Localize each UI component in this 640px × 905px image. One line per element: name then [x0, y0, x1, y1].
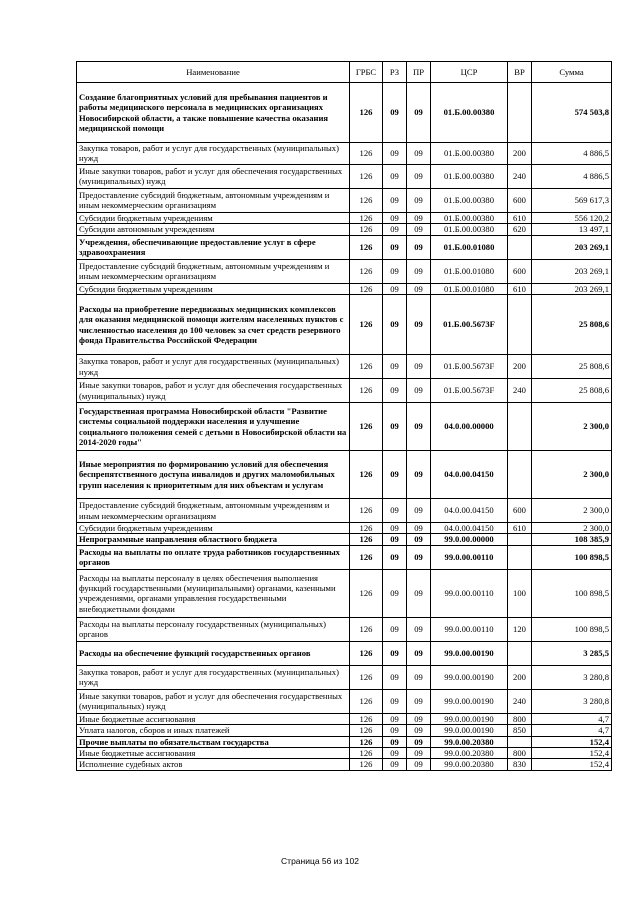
row-rz: 09 [383, 403, 407, 451]
row-rz: 09 [383, 641, 407, 665]
row-grbs: 126 [350, 641, 383, 665]
row-rz: 09 [383, 355, 407, 379]
row-vr: 600 [508, 499, 532, 523]
row-csr: 01.Б.00.00380 [431, 143, 508, 165]
row-rz: 09 [383, 283, 407, 294]
row-grbs: 126 [350, 451, 383, 499]
table-row [77, 534, 612, 545]
row-sum: 203 269,1 [532, 283, 612, 294]
row-vr: 240 [508, 164, 532, 188]
row-name: Субсидии автономным учреждениям [77, 224, 350, 235]
budget-table [76, 61, 612, 771]
row-rz: 09 [383, 379, 407, 403]
row-grbs: 126 [350, 725, 383, 736]
table-row [77, 759, 612, 770]
row-rz: 09 [383, 143, 407, 165]
row-csr: 99.0.00.20380 [431, 736, 508, 747]
row-sum: 2 300,0 [532, 523, 612, 534]
table-row [77, 143, 612, 165]
row-vr: 610 [508, 523, 532, 534]
row-sum: 100 898,5 [532, 617, 612, 641]
row-name: Закупка товаров, работ и услуг для государственных (муниципальных) нужд [77, 665, 350, 689]
row-rz: 09 [383, 83, 407, 143]
row-grbs: 126 [350, 295, 383, 355]
row-grbs: 126 [350, 759, 383, 770]
row-vr [508, 403, 532, 451]
row-csr: 04.0.00.04150 [431, 523, 508, 534]
header-csr: ЦСР [431, 62, 508, 83]
row-name: Субсидии бюджетным учреждениям [77, 283, 350, 294]
row-name: Иные закупки товаров, работ и услуг для обеспечения государственных (муниципальных) нужд [77, 164, 350, 188]
table-row [77, 295, 612, 355]
row-rz: 09 [383, 188, 407, 212]
row-pr: 09 [407, 759, 431, 770]
table-row [77, 725, 612, 736]
row-pr: 09 [407, 379, 431, 403]
row-csr: 01.Б.00.01080 [431, 235, 508, 259]
row-rz: 09 [383, 617, 407, 641]
table-row [77, 224, 612, 235]
row-grbs: 126 [350, 379, 383, 403]
row-name: Учреждения, обеспечивающие предоставление услуг в сфере здравоохранения [77, 235, 350, 259]
row-name: Расходы на выплаты персоналу государственных (муниципальных) органов [77, 617, 350, 641]
row-grbs: 126 [350, 403, 383, 451]
row-name: Закупка товаров, работ и услуг для государственных (муниципальных) нужд [77, 355, 350, 379]
row-csr: 99.0.00.00110 [431, 569, 508, 617]
row-grbs: 126 [350, 283, 383, 294]
row-csr: 01.Б.00.01080 [431, 259, 508, 283]
row-pr: 09 [407, 164, 431, 188]
row-name: Расходы на выплаты персоналу в целях обеспечения выполнения функций государственными (муниципальными) органами, казенными учреждениями, органами управления государственными внебюджетными фондами [77, 569, 350, 617]
row-grbs: 126 [350, 534, 383, 545]
row-sum: 4 886,5 [532, 164, 612, 188]
row-csr: 04.0.00.04150 [431, 451, 508, 499]
row-rz: 09 [383, 212, 407, 223]
row-csr: 01.Б.00.5673F [431, 355, 508, 379]
table-row [77, 499, 612, 523]
row-rz: 09 [383, 523, 407, 534]
table-body [77, 83, 612, 771]
header-sum: Сумма [532, 62, 612, 83]
row-pr: 09 [407, 235, 431, 259]
row-rz: 09 [383, 665, 407, 689]
row-sum: 25 808,6 [532, 295, 612, 355]
row-pr: 09 [407, 259, 431, 283]
row-csr: 01.Б.00.00380 [431, 212, 508, 223]
row-vr [508, 235, 532, 259]
row-pr: 09 [407, 665, 431, 689]
row-vr: 800 [508, 748, 532, 759]
row-pr: 09 [407, 545, 431, 569]
row-rz: 09 [383, 259, 407, 283]
table-row [77, 617, 612, 641]
table-row [77, 736, 612, 747]
header-pr: ПР [407, 62, 431, 83]
row-name: Создание благоприятных условий для пребывания пациентов и работы медицинского персонала в медицинских организациях Новосибирской области, а также повышение качества оказания медицинской помощи [77, 83, 350, 143]
row-grbs: 126 [350, 617, 383, 641]
row-name: Непрограммные направления областного бюджета [77, 534, 350, 545]
row-name: Субсидии бюджетным учреждениям [77, 523, 350, 534]
row-grbs: 126 [350, 355, 383, 379]
row-name: Иные мероприятия по формированию условий для обеспечения беспрепятственного доступа инвалидов и других маломобильных групп населения к приоритетным для них объектам и услугам [77, 451, 350, 499]
row-pr: 09 [407, 212, 431, 223]
row-rz: 09 [383, 725, 407, 736]
row-vr: 240 [508, 379, 532, 403]
row-rz: 09 [383, 235, 407, 259]
row-sum: 2 300,0 [532, 499, 612, 523]
row-grbs: 126 [350, 523, 383, 534]
row-vr [508, 736, 532, 747]
row-name: Иные бюджетные ассигнования [77, 748, 350, 759]
row-name: Расходы на приобретение передвижных медицинских комплексов для оказания медицинской помощи жителям населенных пунктов с численностью населения до 100 человек за счет средств резервного фонда Правительства Российской Федерации [77, 295, 350, 355]
table-row [77, 523, 612, 534]
row-grbs: 126 [350, 83, 383, 143]
table-row [77, 451, 612, 499]
table-row [77, 235, 612, 259]
row-name: Расходы на обеспечение функций государственных органов [77, 641, 350, 665]
row-csr: 99.0.00.00190 [431, 713, 508, 724]
row-name: Предоставление субсидий бюджетным, автономным учреждениям и иным некоммерческим организациям [77, 188, 350, 212]
row-vr [508, 545, 532, 569]
row-grbs: 126 [350, 713, 383, 724]
row-grbs: 126 [350, 164, 383, 188]
row-pr: 09 [407, 713, 431, 724]
header-vr: ВР [508, 62, 532, 83]
row-csr: 99.0.00.00110 [431, 545, 508, 569]
row-vr: 850 [508, 725, 532, 736]
row-vr: 610 [508, 212, 532, 223]
budget-table-container [76, 61, 611, 771]
row-name: Предоставление субсидий бюджетным, автономным учреждениям и иным некоммерческим организациям [77, 259, 350, 283]
row-vr: 200 [508, 143, 532, 165]
table-row [77, 569, 612, 617]
row-sum: 203 269,1 [532, 259, 612, 283]
row-grbs: 126 [350, 259, 383, 283]
row-rz: 09 [383, 499, 407, 523]
row-sum: 108 385,9 [532, 534, 612, 545]
row-vr [508, 295, 532, 355]
table-header-row [77, 62, 612, 83]
row-sum: 152,4 [532, 748, 612, 759]
row-pr: 09 [407, 569, 431, 617]
row-vr: 120 [508, 617, 532, 641]
row-pr: 09 [407, 83, 431, 143]
row-rz: 09 [383, 748, 407, 759]
row-rz: 09 [383, 545, 407, 569]
row-rz: 09 [383, 164, 407, 188]
row-name: Уплата налогов, сборов и иных платежей [77, 725, 350, 736]
row-rz: 09 [383, 713, 407, 724]
row-sum: 3 285,5 [532, 641, 612, 665]
row-pr: 09 [407, 725, 431, 736]
table-row [77, 403, 612, 451]
table-row [77, 748, 612, 759]
row-sum: 3 280,8 [532, 689, 612, 713]
table-row [77, 641, 612, 665]
row-name: Прочие выплаты по обязательствам государства [77, 736, 350, 747]
row-rz: 09 [383, 759, 407, 770]
row-grbs: 126 [350, 235, 383, 259]
table-row [77, 83, 612, 143]
row-grbs: 126 [350, 188, 383, 212]
row-pr: 09 [407, 534, 431, 545]
row-name: Расходы на выплаты по оплате труда работников государственных органов [77, 545, 350, 569]
row-csr: 99.0.00.00110 [431, 617, 508, 641]
row-sum: 152,4 [532, 736, 612, 747]
row-vr: 830 [508, 759, 532, 770]
row-grbs: 126 [350, 748, 383, 759]
row-rz: 09 [383, 224, 407, 235]
row-pr: 09 [407, 736, 431, 747]
row-vr: 200 [508, 665, 532, 689]
row-sum: 574 503,8 [532, 83, 612, 143]
row-sum: 100 898,5 [532, 545, 612, 569]
row-csr: 99.0.00.20380 [431, 748, 508, 759]
row-vr: 800 [508, 713, 532, 724]
row-csr: 01.Б.00.00380 [431, 164, 508, 188]
row-sum: 203 269,1 [532, 235, 612, 259]
row-rz: 09 [383, 689, 407, 713]
table-row [77, 665, 612, 689]
row-vr: 600 [508, 259, 532, 283]
row-vr [508, 83, 532, 143]
row-name: Предоставление субсидий бюджетным, автономным учреждениям и иным некоммерческим организациям [77, 499, 350, 523]
row-pr: 09 [407, 355, 431, 379]
row-grbs: 126 [350, 545, 383, 569]
row-name: Закупка товаров, работ и услуг для государственных (муниципальных) нужд [77, 143, 350, 165]
row-sum: 569 617,3 [532, 188, 612, 212]
table-row [77, 164, 612, 188]
row-grbs: 126 [350, 212, 383, 223]
row-csr: 99.0.00.20380 [431, 759, 508, 770]
row-vr: 240 [508, 689, 532, 713]
row-csr: 01.Б.00.00380 [431, 83, 508, 143]
row-pr: 09 [407, 617, 431, 641]
table-row [77, 545, 612, 569]
row-sum: 25 808,6 [532, 355, 612, 379]
row-csr: 99.0.00.00190 [431, 665, 508, 689]
row-name: Иные бюджетные ассигнования [77, 713, 350, 724]
row-sum: 4,7 [532, 713, 612, 724]
row-name: Иные закупки товаров, работ и услуг для обеспечения государственных (муниципальных) нужд [77, 379, 350, 403]
row-pr: 09 [407, 451, 431, 499]
row-csr: 01.Б.00.00380 [431, 188, 508, 212]
row-grbs: 126 [350, 736, 383, 747]
row-rz: 09 [383, 569, 407, 617]
row-sum: 25 808,6 [532, 379, 612, 403]
row-pr: 09 [407, 224, 431, 235]
table-row [77, 379, 612, 403]
row-name: Иные закупки товаров, работ и услуг для обеспечения государственных (муниципальных) нужд [77, 689, 350, 713]
row-rz: 09 [383, 534, 407, 545]
row-sum: 4,7 [532, 725, 612, 736]
row-pr: 09 [407, 403, 431, 451]
row-csr: 04.0.00.04150 [431, 499, 508, 523]
row-rz: 09 [383, 295, 407, 355]
header-grbs: ГРБС [350, 62, 383, 83]
row-csr: 01.Б.00.00380 [431, 224, 508, 235]
table-row [77, 283, 612, 294]
table-row [77, 355, 612, 379]
row-pr: 09 [407, 641, 431, 665]
row-name: Государственная программа Новосибирской области "Развитие системы социальной поддержки населения и улучшение социального положения семей с детьми в Новосибирской области на 2014-2020 годы" [77, 403, 350, 451]
row-grbs: 126 [350, 569, 383, 617]
row-csr: 01.Б.00.5673F [431, 295, 508, 355]
row-sum: 4 886,5 [532, 143, 612, 165]
row-csr: 99.0.00.00000 [431, 534, 508, 545]
row-csr: 01.Б.00.01080 [431, 283, 508, 294]
row-grbs: 126 [350, 143, 383, 165]
row-sum: 556 120,2 [532, 212, 612, 223]
row-vr [508, 641, 532, 665]
row-sum: 100 898,5 [532, 569, 612, 617]
table-row [77, 259, 612, 283]
row-vr [508, 534, 532, 545]
row-pr: 09 [407, 499, 431, 523]
row-pr: 09 [407, 188, 431, 212]
header-name: Наименование [77, 62, 350, 83]
row-vr: 200 [508, 355, 532, 379]
table-row [77, 689, 612, 713]
row-grbs: 126 [350, 499, 383, 523]
row-csr: 01.Б.00.5673F [431, 379, 508, 403]
row-pr: 09 [407, 143, 431, 165]
row-name: Исполнение судебных актов [77, 759, 350, 770]
row-vr: 600 [508, 188, 532, 212]
row-vr [508, 451, 532, 499]
table-row [77, 212, 612, 223]
row-sum: 2 300,0 [532, 403, 612, 451]
row-pr: 09 [407, 523, 431, 534]
row-rz: 09 [383, 451, 407, 499]
row-vr: 620 [508, 224, 532, 235]
table-row [77, 713, 612, 724]
row-sum: 3 280,8 [532, 665, 612, 689]
page-footer: Страница 56 из 102 [281, 856, 359, 866]
header-rz: РЗ [383, 62, 407, 83]
row-pr: 09 [407, 283, 431, 294]
row-rz: 09 [383, 736, 407, 747]
row-sum: 13 497,1 [532, 224, 612, 235]
row-csr: 99.0.00.00190 [431, 689, 508, 713]
row-pr: 09 [407, 689, 431, 713]
row-pr: 09 [407, 295, 431, 355]
row-vr: 610 [508, 283, 532, 294]
table-row [77, 188, 612, 212]
row-csr: 99.0.00.00190 [431, 725, 508, 736]
row-name: Субсидии бюджетным учреждениям [77, 212, 350, 223]
row-csr: 04.0.00.00000 [431, 403, 508, 451]
row-csr: 99.0.00.00190 [431, 641, 508, 665]
row-vr: 100 [508, 569, 532, 617]
row-grbs: 126 [350, 689, 383, 713]
row-pr: 09 [407, 748, 431, 759]
row-sum: 2 300,0 [532, 451, 612, 499]
row-grbs: 126 [350, 665, 383, 689]
row-sum: 152,4 [532, 759, 612, 770]
row-grbs: 126 [350, 224, 383, 235]
